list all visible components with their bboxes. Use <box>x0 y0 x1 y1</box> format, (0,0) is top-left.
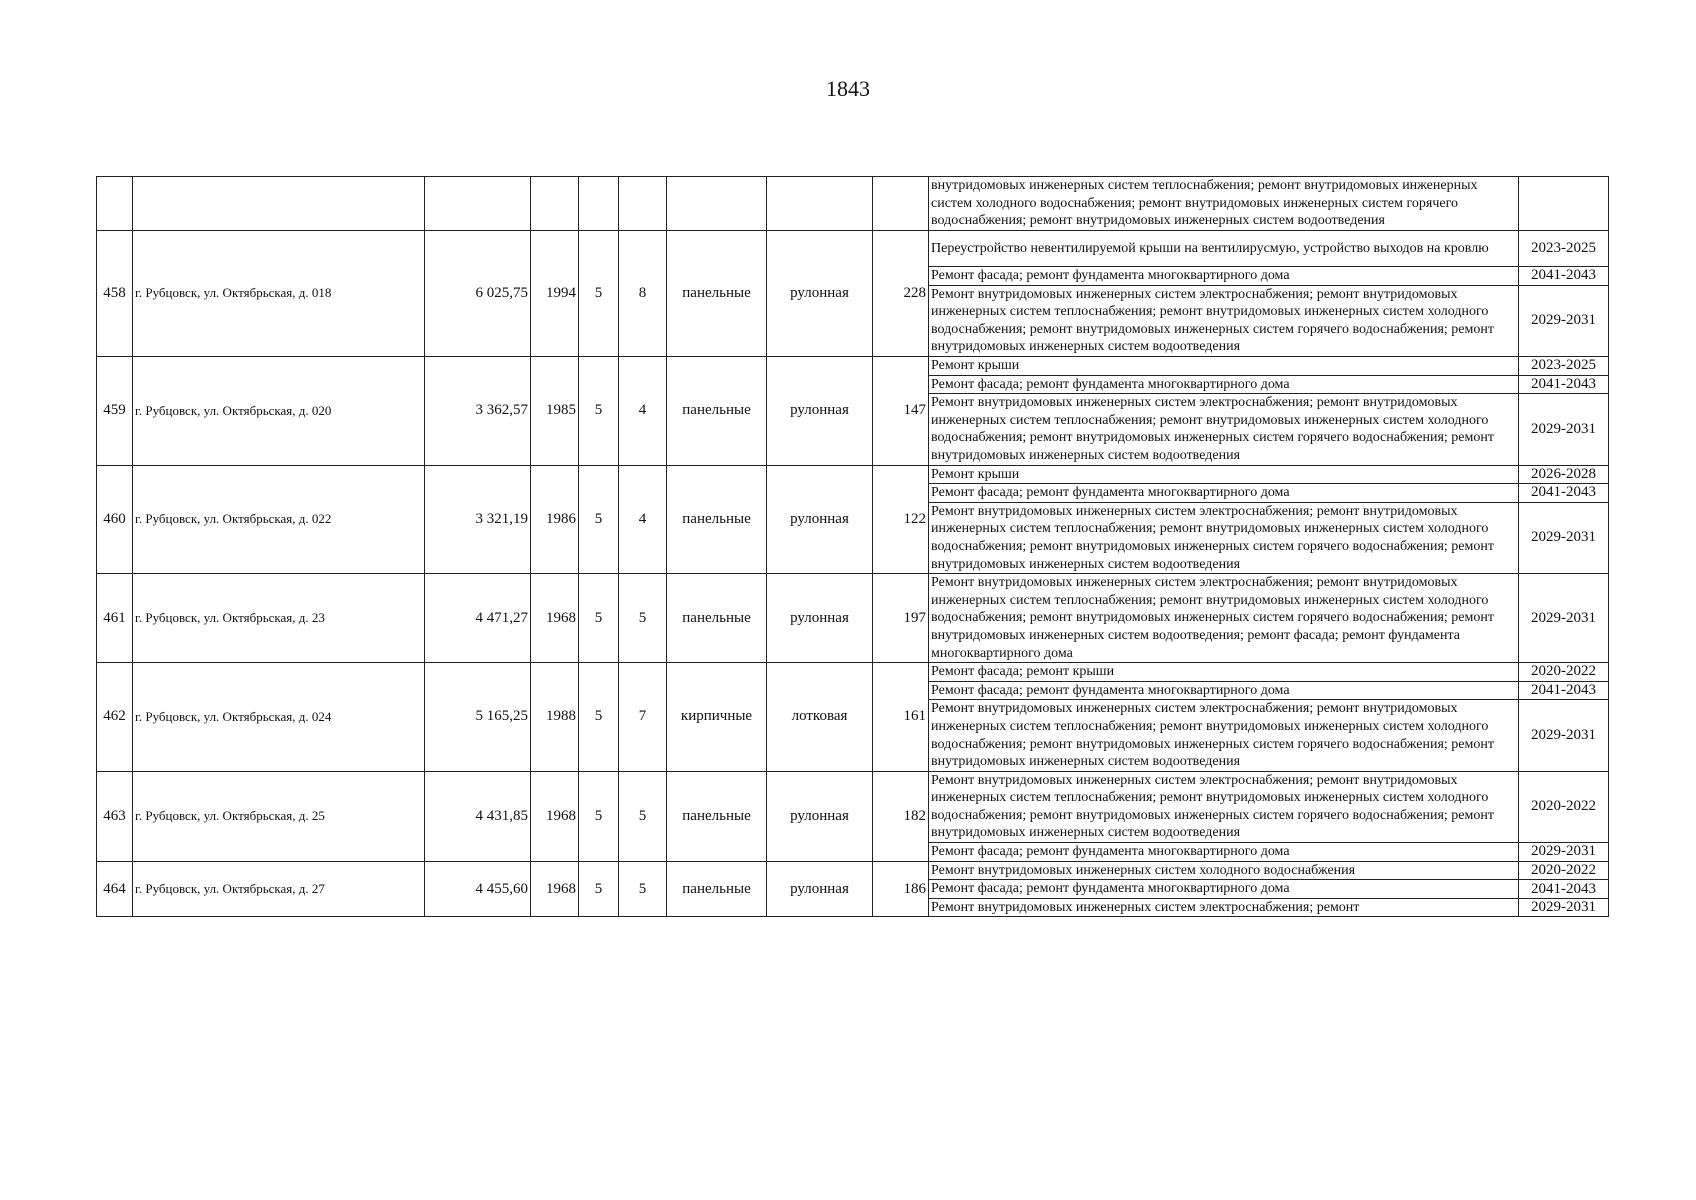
roof-type: рулонная <box>767 465 873 574</box>
empty-cell <box>873 177 929 231</box>
work-period: 2020-2022 <box>1519 663 1609 682</box>
build-year: 1968 <box>531 771 579 861</box>
total-area: 4 471,27 <box>425 574 531 663</box>
work-description: Ремонт внутридомовых инженерных систем электроснабжения; ремонт внутридомовых инженерных систем теплоснабжения; ремонт внутридомовых инженерных систем холодного водоснабжения; ремонт внутридомовых инженерных систем горячего водоснабжения; ремонт внутридомовых инженерных систем водоотведения <box>929 502 1519 573</box>
floor-count: 5 <box>579 663 619 772</box>
work-period: 2020-2022 <box>1519 861 1609 880</box>
work-period: 2029-2031 <box>1519 843 1609 862</box>
work-period: 2029-2031 <box>1519 285 1609 356</box>
building-address: г. Рубцовск, ул. Октябрьская, д. 018 <box>133 230 425 356</box>
build-year: 1994 <box>531 230 579 356</box>
table-row <box>97 663 1609 682</box>
build-year: 1985 <box>531 356 579 465</box>
work-description: Ремонт внутридомовых инженерных систем электроснабжения; ремонт внутридомовых инженерных систем теплоснабжения; ремонт внутридомовых инженерных систем холодного водоснабжения; ремонт внутридомовых инженерных систем горячего водоснабжения; ремонт внутридомовых инженерных систем водоотведения; ремонт фасада; ремонт фундамента многоквартирного дома <box>929 574 1519 663</box>
row-number: 458 <box>97 230 133 356</box>
entrance-count: 8 <box>619 230 667 356</box>
work-description: Переустройство невентилируемой крыши на вентилирусмую, устройство выходов на кровлю <box>929 230 1519 266</box>
work-period <box>1519 177 1609 231</box>
work-description: Ремонт фасада; ремонт фундамента многоквартирного дома <box>929 843 1519 862</box>
work-description: Ремонт крыши <box>929 465 1519 484</box>
work-description: Ремонт внутридомовых инженерных систем электроснабжения; ремонт внутридомовых инженерных систем теплоснабжения; ремонт внутридомовых инженерных систем холодного водоснабжения; ремонт внутридомовых инженерных систем горячего водоснабжения; ремонт внутридомовых инженерных систем водоотведения <box>929 700 1519 771</box>
empty-cell <box>667 177 767 231</box>
table-row <box>97 861 1609 880</box>
total-area: 3 321,19 <box>425 465 531 574</box>
work-description: Ремонт внутридомовых инженерных систем холодного водоснабжения <box>929 861 1519 880</box>
total-area: 3 362,57 <box>425 356 531 465</box>
work-period: 2041-2043 <box>1519 266 1609 285</box>
empty-cell <box>619 177 667 231</box>
entrance-count: 5 <box>619 861 667 917</box>
build-year: 1968 <box>531 574 579 663</box>
entrance-count: 5 <box>619 771 667 861</box>
building-address: г. Рубцовск, ул. Октябрьская, д. 27 <box>133 861 425 917</box>
building-address: г. Рубцовск, ул. Октябрьская, д. 25 <box>133 771 425 861</box>
empty-cell <box>425 177 531 231</box>
work-period: 2041-2043 <box>1519 681 1609 700</box>
row-number: 461 <box>97 574 133 663</box>
work-period: 2029-2031 <box>1519 394 1609 465</box>
resident-count: 122 <box>873 465 929 574</box>
wall-material: панельные <box>667 771 767 861</box>
wall-material: панельные <box>667 230 767 356</box>
roof-type: рулонная <box>767 861 873 917</box>
housing-repair-table <box>96 176 1609 917</box>
wall-material: панельные <box>667 465 767 574</box>
wall-material: кирпичные <box>667 663 767 772</box>
work-description: Ремонт фасада; ремонт фундамента многоквартирного дома <box>929 880 1519 899</box>
entrance-count: 4 <box>619 465 667 574</box>
table-body <box>97 177 1609 917</box>
building-address: г. Рубцовск, ул. Октябрьская, д. 23 <box>133 574 425 663</box>
resident-count: 228 <box>873 230 929 356</box>
entrance-count: 7 <box>619 663 667 772</box>
row-number: 459 <box>97 356 133 465</box>
row-number: 462 <box>97 663 133 772</box>
empty-cell <box>531 177 579 231</box>
work-description: Ремонт фасада; ремонт фундамента многоквартирного дома <box>929 681 1519 700</box>
table-row <box>97 465 1609 484</box>
resident-count: 147 <box>873 356 929 465</box>
table-row-continuation <box>97 177 1609 231</box>
building-address: г. Рубцовск, ул. Октябрьская, д. 020 <box>133 356 425 465</box>
row-number: 463 <box>97 771 133 861</box>
work-period: 2029-2031 <box>1519 502 1609 573</box>
floor-count: 5 <box>579 356 619 465</box>
resident-count: 186 <box>873 861 929 917</box>
work-description: Ремонт внутридомовых инженерных систем электроснабжения; ремонт внутридомовых инженерных систем теплоснабжения; ремонт внутридомовых инженерных систем холодного водоснабжения; ремонт внутридомовых инженерных систем горячего водоснабжения; ремонт внутридомовых инженерных систем водоотведения <box>929 394 1519 465</box>
resident-count: 197 <box>873 574 929 663</box>
work-description: Ремонт внутридомовых инженерных систем электроснабжения; ремонт внутридомовых инженерных систем теплоснабжения; ремонт внутридомовых инженерных систем холодного водоснабжения; ремонт внутридомовых инженерных систем горячего водоснабжения; ремонт внутридомовых инженерных систем водоотведения <box>929 771 1519 842</box>
work-description: Ремонт внутридомовых инженерных систем электроснабжения; ремонт <box>929 898 1519 917</box>
work-period: 2041-2043 <box>1519 375 1609 394</box>
roof-type: рулонная <box>767 771 873 861</box>
entrance-count: 5 <box>619 574 667 663</box>
floor-count: 5 <box>579 861 619 917</box>
table-row <box>97 574 1609 663</box>
floor-count: 5 <box>579 771 619 861</box>
total-area: 5 165,25 <box>425 663 531 772</box>
row-number: 460 <box>97 465 133 574</box>
work-description: внутридомовых инженерных систем теплоснабжения; ремонт внутридомовых инженерных систем холодного водоснабжения; ремонт внутридомовых инженерных систем горячего водоснабжения; ремонт внутридомовых инженерных систем водоотведения <box>929 177 1519 231</box>
work-period: 2023-2025 <box>1519 230 1609 266</box>
work-period: 2029-2031 <box>1519 898 1609 917</box>
work-description: Ремонт фасада; ремонт фундамента многоквартирного дома <box>929 375 1519 394</box>
floor-count: 5 <box>579 574 619 663</box>
empty-cell <box>133 177 425 231</box>
floor-count: 5 <box>579 465 619 574</box>
floor-count: 5 <box>579 230 619 356</box>
empty-cell <box>579 177 619 231</box>
work-period: 2041-2043 <box>1519 880 1609 899</box>
table-row <box>97 356 1609 375</box>
roof-type: лотковая <box>767 663 873 772</box>
work-period: 2023-2025 <box>1519 356 1609 375</box>
total-area: 4 431,85 <box>425 771 531 861</box>
total-area: 6 025,75 <box>425 230 531 356</box>
building-address: г. Рубцовск, ул. Октябрьская, д. 024 <box>133 663 425 772</box>
work-description: Ремонт внутридомовых инженерных систем электроснабжения; ремонт внутридомовых инженерных систем теплоснабжения; ремонт внутридомовых инженерных систем холодного водоснабжения; ремонт внутридомовых инженерных систем горячего водоснабжения; ремонт внутридомовых инженерных систем водоотведения <box>929 285 1519 356</box>
wall-material: панельные <box>667 861 767 917</box>
work-period: 2041-2043 <box>1519 484 1609 503</box>
work-period: 2020-2022 <box>1519 771 1609 842</box>
roof-type: рулонная <box>767 230 873 356</box>
resident-count: 161 <box>873 663 929 772</box>
build-year: 1986 <box>531 465 579 574</box>
work-period: 2029-2031 <box>1519 700 1609 771</box>
row-number: 464 <box>97 861 133 917</box>
wall-material: панельные <box>667 356 767 465</box>
table-row <box>97 230 1609 266</box>
roof-type: рулонная <box>767 574 873 663</box>
total-area: 4 455,60 <box>425 861 531 917</box>
work-description: Ремонт крыши <box>929 356 1519 375</box>
roof-type: рулонная <box>767 356 873 465</box>
work-period: 2026-2028 <box>1519 465 1609 484</box>
entrance-count: 4 <box>619 356 667 465</box>
work-description: Ремонт фасада; ремонт фундамента многоквартирного дома <box>929 484 1519 503</box>
building-address: г. Рубцовск, ул. Октябрьская, д. 022 <box>133 465 425 574</box>
work-description: Ремонт фасада; ремонт крыши <box>929 663 1519 682</box>
wall-material: панельные <box>667 574 767 663</box>
page-number: 1843 <box>826 76 870 101</box>
work-period: 2029-2031 <box>1519 574 1609 663</box>
empty-cell <box>767 177 873 231</box>
table-row <box>97 771 1609 842</box>
build-year: 1968 <box>531 861 579 917</box>
work-description: Ремонт фасада; ремонт фундамента многоквартирного дома <box>929 266 1519 285</box>
build-year: 1988 <box>531 663 579 772</box>
empty-cell <box>97 177 133 231</box>
resident-count: 182 <box>873 771 929 861</box>
